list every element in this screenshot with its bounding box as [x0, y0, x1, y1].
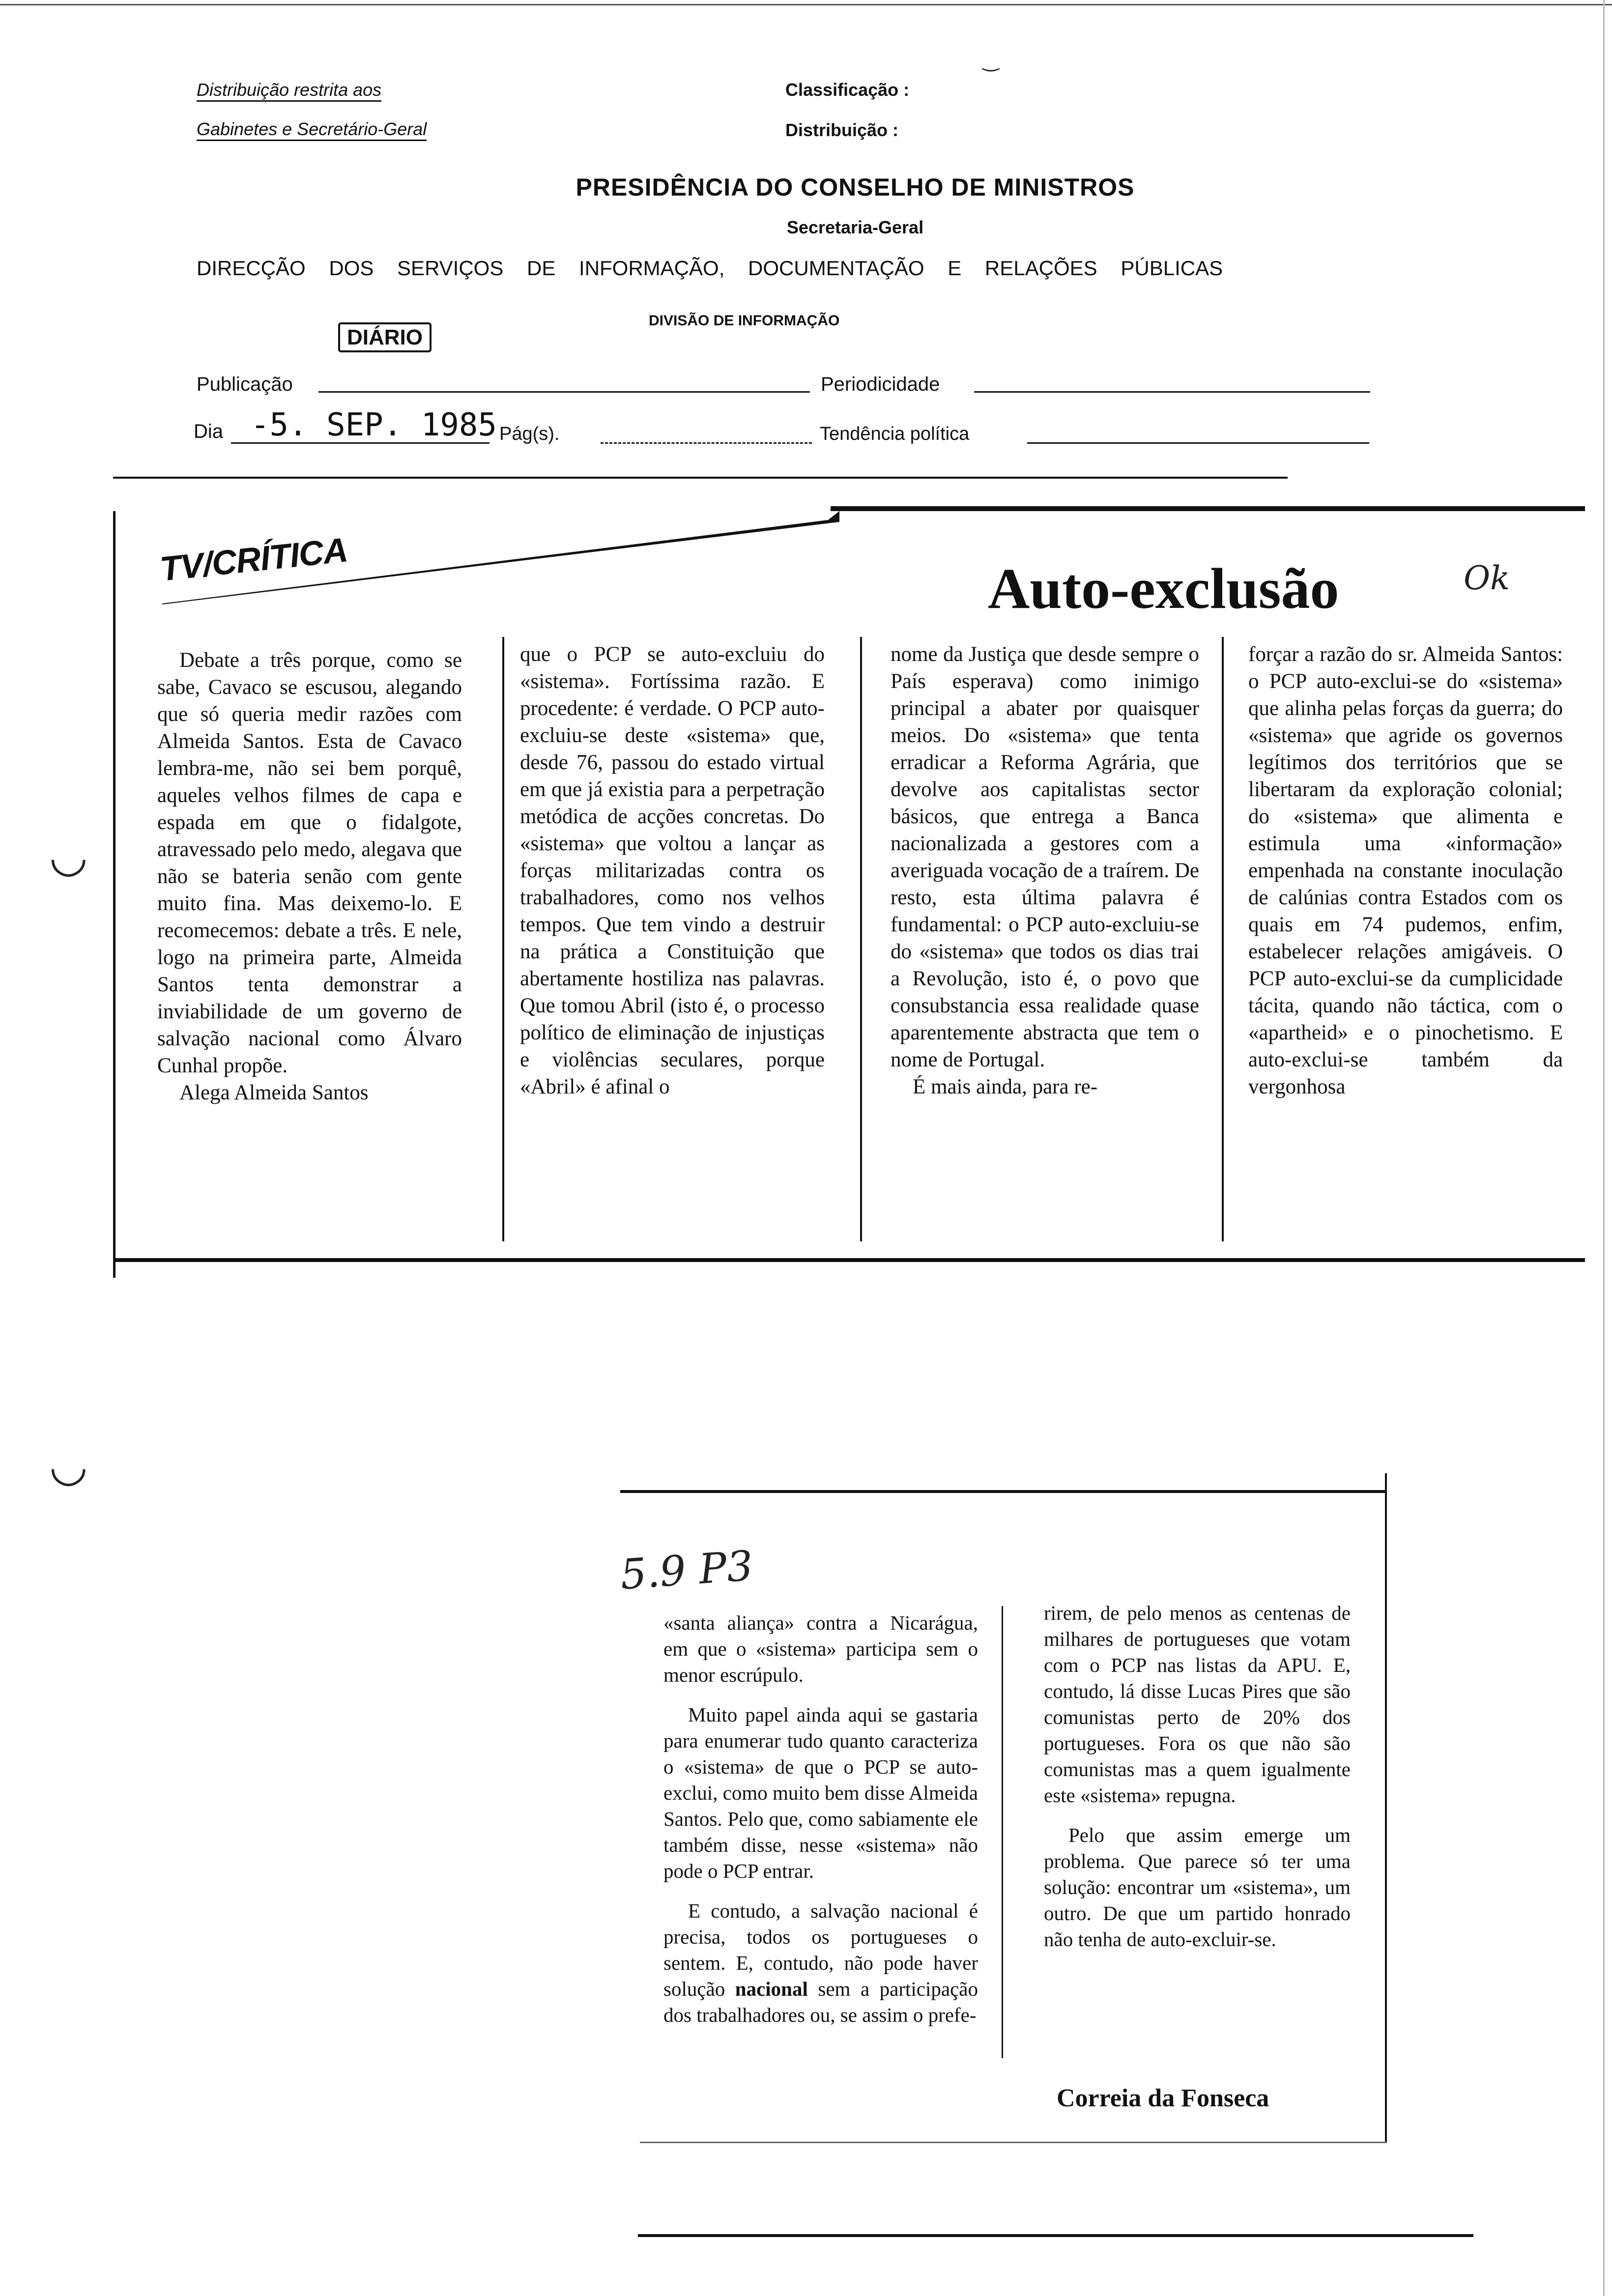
- article-title: Auto-exclusão: [988, 556, 1339, 621]
- column-rule-2: [860, 637, 862, 1241]
- clip-left-rule: [113, 511, 115, 1278]
- title-annotation: Ok: [1464, 559, 1510, 597]
- continuation-left-column: [663, 1610, 978, 2131]
- dia-value: -5. SEP. 1985: [251, 407, 497, 443]
- secretaria-geral: Secretaria-Geral: [786, 217, 924, 237]
- clip-bottom-rule: [113, 1258, 1585, 1262]
- cont-right-rule: [1385, 1473, 1387, 2142]
- distribution-line-2: Gabinetes e Secretário-Geral: [197, 119, 427, 141]
- article-col3-text: nome da Justiça que desde sempre o País esperava) como inimigo principal a abater por quaisquer meios. Do «sistema» que tenta erradicar a Reforma Agrária, que devolve aos capitalistas sector básicos, que entrega a Banca nacionalizada a gestores com a averiguada vocação de a traírem. De resto, esta última palavra é fundamental: o PCP auto-excluiu-se do «sistema» que todos os dias trai a Revolução, isto é, o povo que consubstancia essa realidade quase aparentemente abstracta que tem o nome de Portugal.: [891, 643, 1199, 1071]
- publicacao-stamp: [338, 325, 432, 350]
- header-divider: [113, 477, 1288, 479]
- dia-line: [231, 442, 489, 444]
- cont-bottom-rule: [638, 2234, 1473, 2237]
- article-column-4: [1248, 641, 1563, 1235]
- continuation-right-column: [1044, 1600, 1351, 1974]
- article-col3-last: É mais ainda, para re-: [913, 1075, 1098, 1098]
- publicacao-label: Publicação: [197, 373, 293, 395]
- hole-punch-mark-upper: ◡: [49, 831, 88, 882]
- column-rule-1: [502, 637, 504, 1241]
- article-column-1: [157, 647, 462, 1232]
- right-scan-edge: [1603, 0, 1605, 2296]
- article-col2-text: que o PCP se auto-excluiu do «sistema». Fortíssima razão. E procedente: é verdade. O PCP auto-excluiu-se deste «sistema» que, desde 76, passou do estado virtual em que já existia para a perpetração metódica de acções concretas. Do «sistema» que voltou a lançar as forças militarizadas contra os trabalhadores, como nos velhos tempos. Que tem vindo a destruir na prática a Constituição que abertamente hostiliza nas palavras. Que tomou Abril (isto é, o processo político de eliminação de injustiças e violências seculares, porque «Abril» é afinal o: [520, 643, 825, 1098]
- publicacao-value: DIÁRIO: [338, 322, 432, 352]
- article-col1-text: Debate a três porque, como se sabe, Cavaco se escusou, alegando que só queria medir razões com Almeida Santos. Esta de Cavaco lembra-me, não sei bem porquê, aqueles velhos filmes de capa e espada em que o fidalgote, atravessado pelo medo, alegava que não se bateria senão com gente muito fina. Mas deixemo-lo. E recomecemos: debate a três. E nele, logo na primeira parte, Almeida Santos tenta demonstrar a inviabilidade de um governo de salvação nacional como Álvaro Cunhal propõe.: [157, 649, 462, 1077]
- presidency-title: PRESIDÊNCIA DO CONSELHO DE MINISTROS: [576, 173, 1135, 201]
- cont-column-rule: [1002, 1606, 1003, 2058]
- article-column-2: [520, 641, 825, 1235]
- continuation-annotation: 5.9 P3: [618, 1541, 755, 1599]
- top-scan-border: [0, 4, 1612, 5]
- dia-label: Dia: [194, 421, 224, 442]
- article-col4-text: forçar a razão do sr. Almeida Santos: o PCP auto-exclui-se do «sistema» que alinha pelas forças da guerra; do «sistema» que agride os governos legítimos dos territórios que se libertaram da exploração colonial; do «sistema» que alimenta e estimula uma «informação» empenhada na constante inoculação de calúnias contra Estados com os quais em 74 pudemos, enfim, estabelecer relações amigáveis. O PCP auto-exclui-se da cumplicidade tácita, quando não táctica, com o «apartheid» e o pinochetismo. E auto-exclui-se também da vergonhosa: [1248, 643, 1563, 1098]
- cont-right-p2: Pelo que assim emerge um problema. Que parece só ter uma solução: encontrar um «sistema», um outro. De que um partido honrado não tenha de auto-excluir-se.: [1044, 1824, 1351, 1951]
- cont-left-p3-start: E contudo, a salvação nacional é precisa, todos os portugueses o sentem. E, contudo, não pode haver solução: [663, 1899, 978, 2000]
- cont-left-p3-bold: nacional: [735, 1978, 808, 2000]
- cont-left-p3: [663, 1898, 978, 2028]
- divisao-informacao: DIVISÃO DE INFORMAÇÃO: [649, 313, 840, 329]
- distribution-line-1: Distribuição restrita aos: [197, 80, 381, 102]
- hole-punch-mark-lower: ◡: [49, 1440, 88, 1492]
- distribuicao-label: Distribuição :: [785, 120, 899, 140]
- article-col1-last: Alega Almeida Santos: [179, 1081, 369, 1104]
- classificacao-label: Classificação :: [785, 80, 910, 100]
- direccao-line: DIRECÇÃO DOS SERVIÇOS DE INFORMAÇÃO, DOCUMENTAÇÃO E RELAÇÕES PÚBLICAS: [197, 257, 1223, 280]
- tendencia-line: [1027, 442, 1369, 444]
- cont-right-p1: rirem, de pelo menos as centenas de milhares de portugueses que votam com o PCP nas listas da APU. E, contudo, lá disse Lucas Pires que são comunistas perto de 20% dos portugueses. Fora os que não são comunistas mas a quem igualmente este «sistema» repugna.: [1044, 1602, 1351, 1807]
- periodicidade-label: Periodicidade: [821, 373, 940, 395]
- pags-label: Pág(s).: [499, 424, 560, 444]
- cont-left-p3-end: sem a participação dos trabalhadores ou, se assim o prefe-: [663, 1978, 978, 2026]
- cont-top-rule: [620, 1490, 1386, 1493]
- section-label: TV/CRÍTICA: [158, 530, 349, 589]
- pags-line: [601, 442, 812, 444]
- cont-left-p1: «santa aliança» contra a Nicarágua, em que o «sistema» participa sem o menor escrúpulo.: [663, 1611, 978, 1686]
- article-column-3: [891, 641, 1199, 1235]
- cont-bottom-inner-rule: [640, 2142, 1387, 2143]
- publicacao-line: [318, 391, 810, 393]
- cont-left-p2: Muito papel ainda aqui se gastaria para enumerar tudo quanto caracteriza o «sistema» de que o PCP se auto-exclui, como muito bem disse Almeida Santos. Pelo que, como sabiamente ele também disse, nesse «sistema» não pode o PCP entrar.: [663, 1703, 978, 1882]
- periodicidade-line: [974, 391, 1370, 393]
- column-rule-3: [1222, 637, 1224, 1241]
- author-byline: Correia da Fonseca: [1057, 2084, 1269, 2112]
- clip-top-rule: [831, 506, 1585, 511]
- pen-scribble: ‿: [983, 49, 999, 72]
- tendencia-label: Tendência política: [820, 424, 970, 444]
